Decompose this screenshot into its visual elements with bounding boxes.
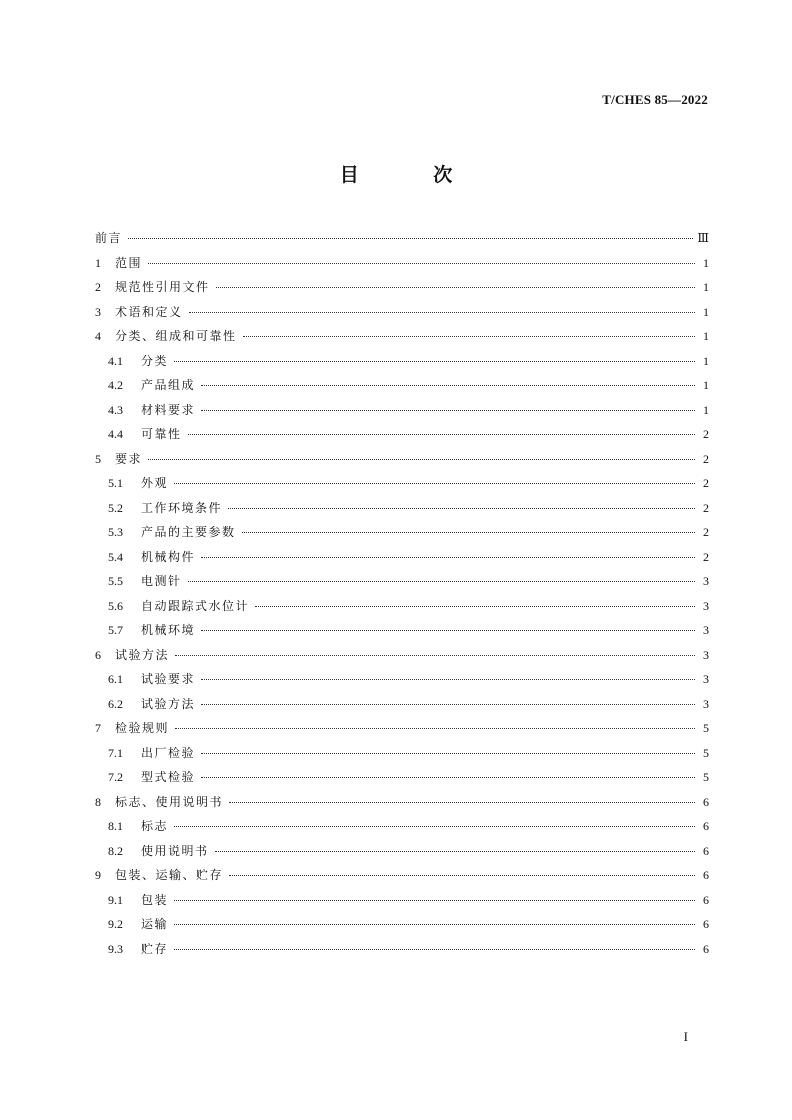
toc-entry-number: 9.1: [108, 892, 123, 907]
toc-entry-number: 6: [95, 647, 101, 662]
toc-dot-leader: [201, 409, 695, 411]
toc-entry[interactable]: [95, 398, 709, 423]
toc-entry-title: 标志、使用说明书: [115, 794, 224, 809]
toc-entry[interactable]: [95, 594, 709, 619]
toc-entry-page: 3: [703, 623, 709, 637]
page-number: I: [683, 1029, 688, 1044]
toc-entry-title: 型式检验: [141, 770, 196, 784]
toc-entry-page: 6: [703, 917, 709, 931]
toc-entry[interactable]: [95, 643, 709, 668]
toc-entry[interactable]: [95, 324, 709, 349]
toc-entry-page: 3: [703, 574, 709, 588]
toc-entry-number: 6.1: [108, 672, 123, 686]
toc-entry-page: 5: [703, 721, 709, 735]
page-title: 目 次: [339, 164, 487, 186]
toc-entry-title: 使用说明书: [141, 843, 209, 858]
toc-entry[interactable]: [95, 251, 709, 276]
toc-dot-leader: [175, 654, 695, 656]
toc-dot-leader: [216, 286, 695, 288]
toc-entry-number: 1: [95, 255, 101, 270]
toc-dot-leader: [201, 384, 695, 386]
toc-entry-page: 2: [703, 451, 709, 466]
toc-entry-number: 7.2: [108, 770, 123, 784]
toc-entry-title: 检验规则: [115, 721, 170, 735]
toc-entry-number: 9.3: [108, 941, 123, 956]
toc-entry[interactable]: [95, 667, 709, 692]
toc-entry-title: 要求: [115, 451, 143, 466]
toc-dot-leader: [243, 335, 695, 337]
toc-dot-leader: [174, 825, 695, 827]
toc-entry-number: 7.1: [108, 745, 123, 760]
toc-dot-leader: [174, 923, 695, 925]
toc-entry-title: 运输: [141, 917, 169, 931]
toc-entry[interactable]: [95, 275, 709, 300]
toc-entry-page: 6: [703, 794, 709, 809]
toc-entry-page: 1: [703, 353, 709, 368]
toc-entry[interactable]: [95, 300, 709, 325]
toc-dot-leader: [175, 727, 695, 729]
toc-entry-page: Ⅲ: [697, 231, 709, 245]
document-code: T/CHES 85—2022: [602, 92, 708, 107]
toc-dot-leader: [174, 948, 695, 950]
toc-entry-page: 2: [703, 476, 709, 490]
toc-entry-title: 分类: [141, 353, 169, 368]
toc-dot-leader: [174, 899, 695, 901]
toc-entry[interactable]: [95, 545, 709, 570]
toc-dot-leader: [188, 580, 695, 582]
toc-entry-title: 试验方法: [115, 647, 170, 662]
toc-entry[interactable]: [95, 863, 709, 888]
toc-dot-leader: [215, 850, 695, 852]
toc-entry-page: 3: [703, 696, 709, 711]
toc-entry-page: 1: [703, 280, 709, 294]
toc-entry[interactable]: [95, 888, 709, 913]
toc-entry-title: 工作环境条件: [141, 500, 223, 515]
toc-entry-title: 外观: [141, 476, 169, 490]
toc-dot-leader: [128, 237, 693, 239]
toc-entry-title: 出厂检验: [141, 745, 196, 760]
toc-dot-leader: [255, 605, 695, 607]
toc-entry[interactable]: [95, 814, 709, 839]
toc-entry-number: 7: [95, 721, 101, 735]
toc-entry[interactable]: [95, 839, 709, 864]
toc-entry[interactable]: [95, 496, 709, 521]
toc-entry[interactable]: [95, 692, 709, 717]
toc-dot-leader: [201, 703, 695, 705]
toc-entry[interactable]: [95, 447, 709, 472]
toc-entry-title: 术语和定义: [115, 304, 183, 319]
toc-entry-title: 试验方法: [141, 696, 196, 711]
toc-entry-page: 6: [703, 868, 709, 882]
toc-entry-number: 5: [95, 451, 101, 466]
toc-dot-leader: [201, 776, 695, 778]
toc-entry[interactable]: [95, 912, 709, 937]
toc-entry[interactable]: [95, 520, 709, 545]
toc-entry-number: 5.6: [108, 598, 123, 613]
toc-entry-title: 材料要求: [141, 402, 196, 417]
toc-entry-number: 6.2: [108, 696, 123, 711]
toc-entry-page: 1: [703, 402, 709, 417]
table-of-contents: [95, 226, 709, 961]
toc-entry-page: 1: [703, 255, 709, 270]
toc-entry[interactable]: [95, 422, 709, 447]
toc-entry[interactable]: [95, 226, 709, 251]
toc-entry-number: 4: [95, 329, 101, 343]
toc-entry-title: 机械构件: [141, 549, 196, 564]
toc-entry-title: 电测针: [141, 574, 182, 588]
toc-entry-page: 6: [703, 941, 709, 956]
toc-entry[interactable]: [95, 471, 709, 496]
toc-entry-title: 贮存: [141, 941, 169, 956]
toc-entry-page: 1: [703, 304, 709, 319]
toc-entry-number: 5.7: [108, 623, 123, 637]
toc-entry[interactable]: [95, 569, 709, 594]
toc-entry[interactable]: [95, 618, 709, 643]
toc-entry-number: 4.1: [108, 353, 123, 368]
toc-entry-page: 6: [703, 843, 709, 858]
toc-dot-leader: [148, 262, 695, 264]
toc-entry-page: 6: [703, 819, 709, 833]
toc-entry-page: 6: [703, 892, 709, 907]
toc-entry-number: 2: [95, 280, 101, 294]
toc-entry-title: 自动跟踪式水位计: [141, 598, 250, 613]
toc-entry-number: 9.2: [108, 917, 123, 931]
toc-entry-page: 1: [703, 329, 709, 343]
toc-dot-leader: [228, 507, 695, 509]
toc-entry-page: 2: [703, 549, 709, 564]
toc-entry-number: 4.2: [108, 378, 123, 392]
toc-dot-leader: [201, 678, 695, 680]
toc-entry-title: 标志: [141, 819, 169, 833]
toc-entry[interactable]: [95, 937, 709, 962]
toc-entry-number: 5.5: [108, 574, 123, 588]
toc-entry-number: 8.2: [108, 843, 123, 858]
toc-entry-number: 5.1: [108, 476, 123, 490]
toc-entry-title: 规范性引用文件: [115, 280, 210, 294]
toc-entry-title: 范围: [115, 255, 143, 270]
toc-entry-title: 试验要求: [141, 672, 196, 686]
toc-entry[interactable]: [95, 716, 709, 741]
toc-entry-page: 1: [703, 378, 709, 392]
toc-dot-leader: [242, 531, 695, 533]
toc-entry-number: 5.2: [108, 500, 123, 515]
toc-entry-page: 3: [703, 672, 709, 686]
toc-dot-leader: [189, 311, 695, 313]
toc-entry[interactable]: [95, 765, 709, 790]
toc-entry-title: 产品组成: [141, 378, 196, 392]
toc-entry-number: 4.3: [108, 402, 123, 417]
toc-entry-page: 3: [703, 598, 709, 613]
toc-dot-leader: [201, 629, 695, 631]
toc-entry-title: 机械环境: [141, 623, 196, 637]
toc-entry-title: 分类、组成和可靠性: [115, 329, 237, 343]
toc-entry-number: 8.1: [108, 819, 123, 833]
toc-entry[interactable]: [95, 790, 709, 815]
toc-dot-leader: [148, 458, 695, 460]
toc-dot-leader: [229, 874, 695, 876]
toc-entry-title: 包装、运输、贮存: [115, 868, 224, 882]
toc-dot-leader: [174, 360, 695, 362]
toc-dot-leader: [174, 482, 695, 484]
toc-entry[interactable]: [95, 373, 709, 398]
toc-dot-leader: [188, 433, 695, 435]
toc-entry-number: 3: [95, 304, 101, 319]
toc-entry-title: 可靠性: [141, 427, 182, 441]
toc-entry-title: 包装: [141, 892, 169, 907]
toc-entry-title: 产品的主要参数: [141, 525, 236, 539]
toc-entry-number: 4.4: [108, 427, 123, 441]
toc-entry-page: 2: [703, 525, 709, 539]
toc-dot-leader: [201, 752, 695, 754]
toc-entry-page: 5: [703, 770, 709, 784]
toc-dot-leader: [229, 801, 695, 803]
toc-entry-number: 5.4: [108, 549, 123, 564]
toc-entry-number: 8: [95, 794, 101, 809]
toc-entry-page: 2: [703, 500, 709, 515]
toc-entry-number: 9: [95, 868, 101, 882]
toc-entry-page: 5: [703, 745, 709, 760]
toc-entry-page: 3: [703, 647, 709, 662]
toc-entry-title: 前言: [95, 231, 123, 245]
toc-dot-leader: [201, 556, 695, 558]
toc-entry-number: 5.3: [108, 525, 123, 539]
toc-entry[interactable]: [95, 741, 709, 766]
toc-entry[interactable]: [95, 349, 709, 374]
toc-entry-page: 2: [703, 427, 709, 441]
